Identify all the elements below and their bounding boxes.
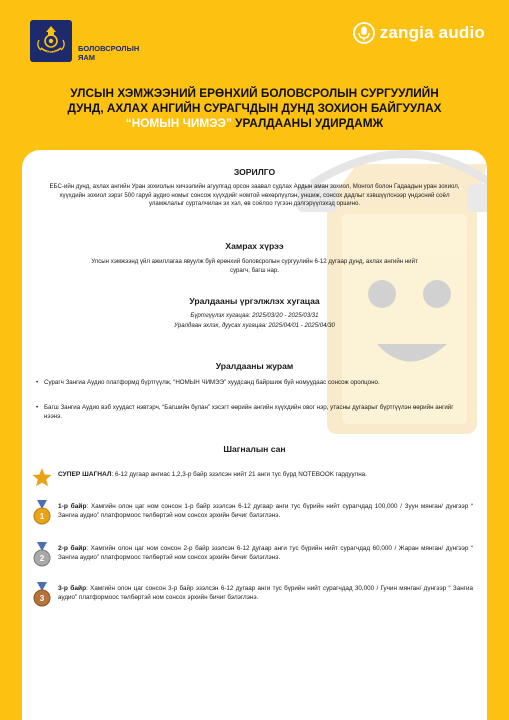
svg-text:2: 2 (39, 554, 45, 563)
first-prize-label: 1-р байр (58, 503, 87, 510)
procedure-heading: Уралдааны журам (215, 361, 294, 371)
ministry-name-line2: ЯАМ (78, 53, 96, 62)
title-highlight: “НОМЫН ЧИМЭЭ” (125, 116, 232, 130)
microphone-icon (353, 22, 375, 44)
page-title (40, 86, 469, 131)
content-card (22, 150, 487, 720)
second-prize-text: : Хамгийн олон цаг ном сонсон 2-р байр эзэлсэн 6-12 дугаар анги тус бүрийн нийт сурагчдад 60,000 / Жаран мянган/ дүнгээр “ Зангиа аудио” платформоос төлбөртэй ном сонсох эрхийн бичиг бэлэглэнэ. (58, 545, 474, 561)
first-prize (32, 500, 472, 530)
procedure-item-text: Багш Зангиа Аудио вэб хуудаст нэвтэрч, “Багшийн булан” хэсэгт өөрийн ангийн хүүхдийн овог нэр, утасны дугаарыг бүртгүүлэн өөрийн ангийг нээнэ. (44, 404, 454, 420)
super-prize-text: : 6-12 дугаар ангиас 1,2,3-р байр эзэлсэн нийт 21 анги тус бүрд NOTEBOOK гардуулна. (111, 471, 367, 478)
super-prize-label: СУПЕР ШАГНАЛ (58, 471, 112, 478)
goal-heading: ЗОРИЛГО (233, 167, 276, 177)
brand-name: zangia audio (379, 23, 485, 42)
header (0, 0, 509, 70)
title-line3 (40, 116, 469, 131)
scope-heading: Хамрах хүрээ (225, 241, 284, 251)
ministry-logo-caption: МОНГОЛ УЛСЫН ЗАСГИЙН ГАЗАР (34, 50, 68, 60)
svg-text:1: 1 (39, 512, 45, 521)
contest-period: Уралдаан эхлэх, дуусах хугацаа: 2025/04/01 - 2025/04/30 (174, 322, 335, 329)
zangia-logo (353, 22, 485, 44)
title-line3-rest: УРАЛДААНЫ УДИРДАМЖ (231, 116, 384, 130)
silver-medal-icon (32, 542, 52, 568)
third-prize (32, 582, 472, 612)
timeline-heading: Уралдааны үргэлжлэх хугацаа (189, 296, 320, 306)
title-line2: ДУНД, АХЛАХ АНГИЙН СУРАГЧДЫН ДУНД ЗОХИОН БАЙГУУЛАХ (67, 101, 442, 115)
star-icon (32, 466, 52, 492)
third-prize-text: : Хамгийн олон цаг сонсон 3-р байр эзэлсэн 6-12 дугаар анги тус бүрийн нийт сурагчдад 30,000 / Гучин мянган/ дүнгээр “ Зангиа аудио” платформоос төлбөртэй ном сонсох эрхийн бичиг бэлэглэнэ. (58, 585, 473, 601)
ministry-name-line1: БОЛОВСРОЛЫН (78, 44, 140, 53)
procedure-item: • Багш Зангиа Аудио вэб хуудаст нэвтэрч, “Багшийн булан” хэсэгт өөрийн ангийн хүүхдийн овог нэр, утасны дугаарыг бүртгүүлэн өөрийн ангийг нээнэ. (36, 404, 466, 421)
scope-text: Улсын хэмжээнд үйл ажиллагаа явуулж буй ерөнхий боловсролын сургуулийн 6-12 дугаар дунд, ахлах ангийн нийт сурагч, багш нар. (91, 258, 418, 274)
second-prize-label: 2-р байр (58, 545, 87, 552)
first-prize-text: : Хамгийн олон цаг ном сонсон 1-р байр эзэлсэн 6-12 дугаар анги тус бүрийн нийт сурагчдад 100,000 / Зуун мянган/ дүнгээр “ Зангиа аудио” платформоос төлбөртэй ном сонсох эрхийн бичиг бэлэглэнэ. (58, 503, 473, 519)
procedure-item: • Сурагч Зангиа Аудио платформд бүртгүүлж, “НОМЫН ЧИМЭЭ” хуудсанд байршиж буй номуудаас сонсож оролцоно. (36, 379, 466, 388)
registration-period: Бүртгүүлэх хугацаа: 2025/03/20 - 2025/03/31 (190, 312, 319, 319)
svg-text:3: 3 (39, 594, 45, 603)
bronze-medal-icon (32, 582, 52, 608)
third-prize-label: 3-р байр (58, 585, 87, 592)
goal-text: ЕБС-ийн дунд, ахлах ангийн Уран зохиолын хичээлийн агуулгад орсон заавал судлах Ардын аман зохиол, Монгол болон Гадаадын уран зохиол, хүүхдийн зохиол зэрэг 500 гаруй аудио номыг сонсож хүүхдийг номтой нөхөрлүүлэн, уншиж, сонсох дадлыг хэвшүүлснээр үндэсний соёл уламжлалыг сурталчилан эх хэл, өв соёлоо түгээн дэлгэрүүлэхэд оршино. (49, 183, 460, 208)
procedure-item-text: Сурагч Зангиа Аудио платформд бүртгүүлж, “НОМЫН ЧИМЭЭ” хуудсанд байршиж буй номуудаас сонсож оролцоно. (44, 379, 380, 386)
prizes-heading: Шагналын сан (223, 444, 286, 454)
title-line1: УЛСЫН ХЭМЖЭЭНИЙ ЕРӨНХИЙ БОЛОВСРОЛЫН СУРГУУЛИЙН (70, 86, 439, 100)
gold-medal-icon (32, 500, 52, 526)
super-prize (32, 466, 472, 490)
second-prize (32, 542, 472, 572)
